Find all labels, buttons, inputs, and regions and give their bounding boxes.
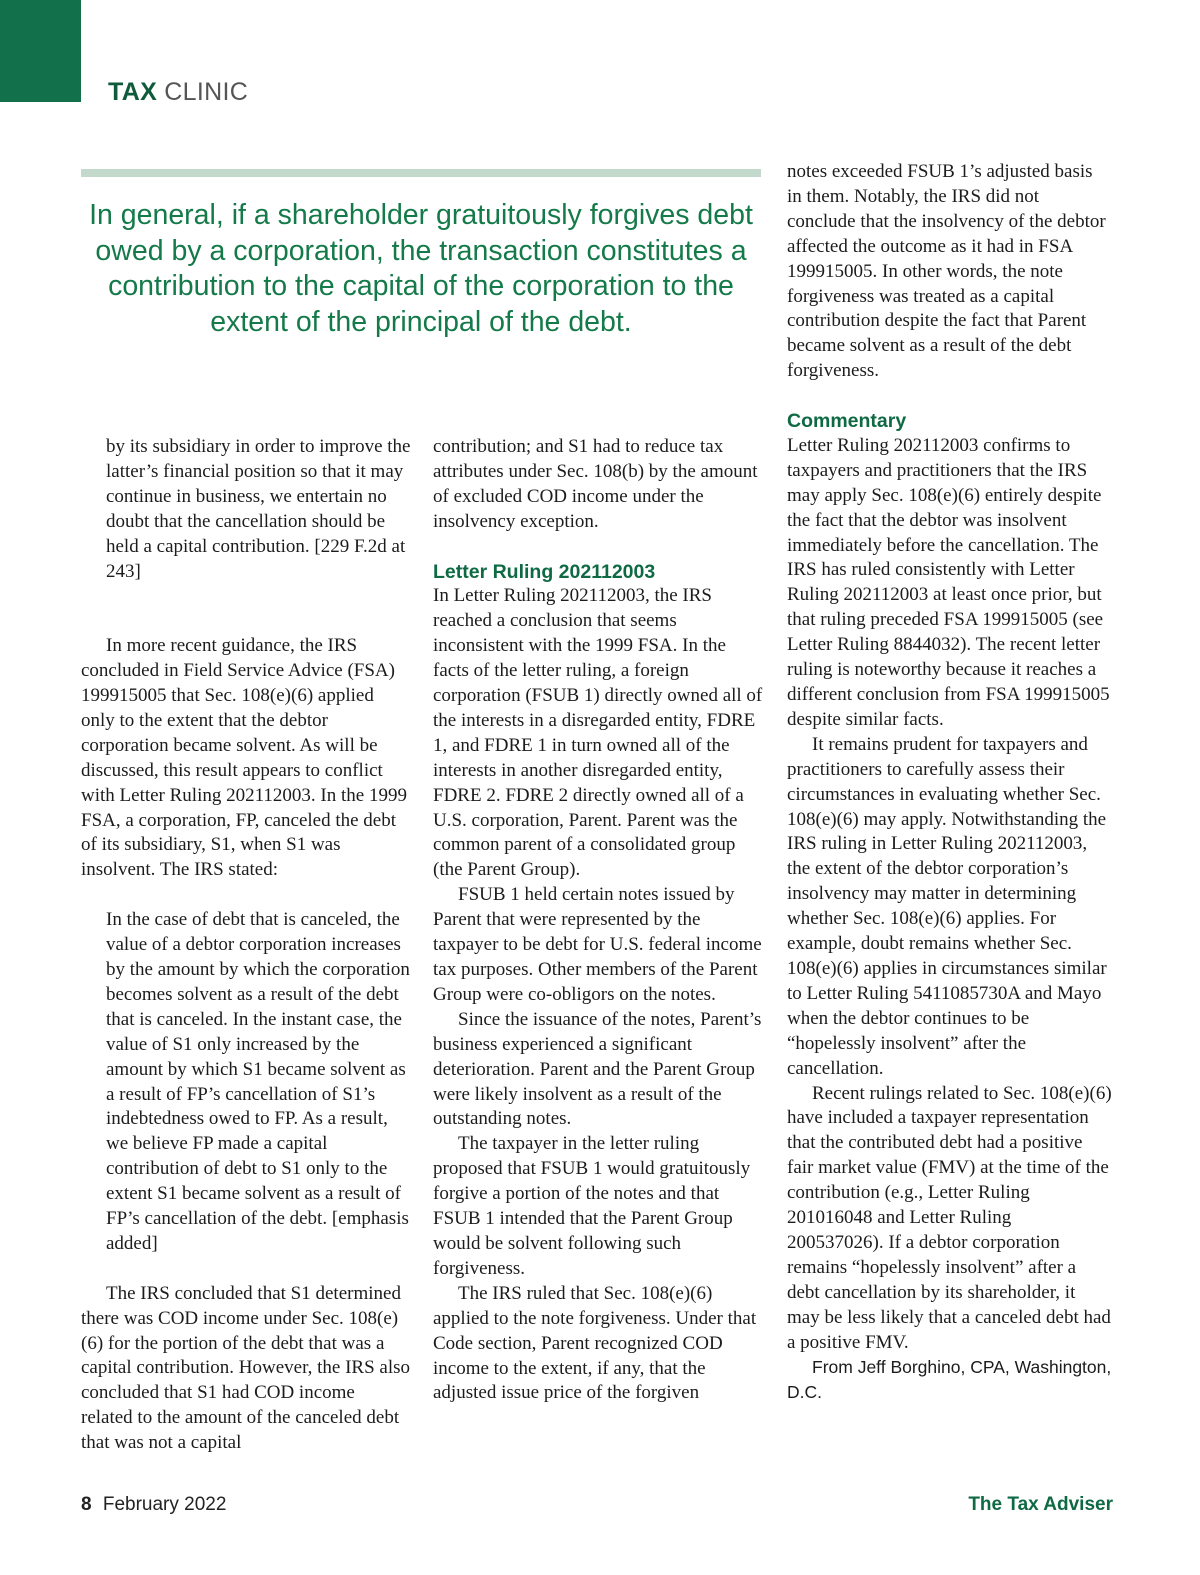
footer-page-info: [81, 1494, 226, 1516]
journal-name: The Tax Adviser: [968, 1494, 1113, 1515]
paragraph: It remains prudent for taxpayers and practitioners to carefully assess their circumstances in evaluating whether Sec. 108(e)(6) may apply. Notwithstanding the IRS ruling in Letter Ruling 202112003, the extent of the debtor corporation’s insolvency may matter in determining whether Sec. 108(e)(6) applies. For example, doubt remains whether Sec. 108(e)(6) applies in circumstances similar to Letter Ruling 5411085730A and Mayo when the debtor continues to be “hopelessly insolvent” after the cancellation.: [787, 733, 1107, 1079]
column-1: [81, 435, 411, 1456]
paragraph: In Letter Ruling 202112003, the IRS reached a conclusion that seems inconsistent with the 1999 FSA. In the facts of the letter ruling, a foreign corporation (FSUB 1) directly owned all of the interests in a disregarded entity, FDRE 1, and FDRE 1 in turn owned all of the interests in another disregarded entity, FDRE 2. FDRE 2 directly owned all of a U.S. corporation, Parent. Parent was the common parent of a consolidated group (the Parent Group).: [433, 585, 763, 881]
paragraph: Letter Ruling 202112003 confirms to taxpayers and practitioners that the IRS may apply Sec. 108(e)(6) entirely despite the fact that the debtor was insolvent immediately before the cancellation. The IRS has ruled consistently with Letter Ruling 202112003 at least once prior, but that ruling preceded FSA 199915005 (see Letter Ruling 8844032). The recent letter ruling is noteworthy because it reaches a different conclusion from FSA 199915005 despite similar facts.: [787, 434, 1110, 730]
heading-commentary: Commentary: [787, 410, 907, 433]
block-quote: In the case of debt that is canceled, the value of a debtor corporation increases by the amount by which the corporation becomes solvent as a result of the debt that is canceled. In the instant case, the value of S1 only increased by the amount by which S1 became solvent as a result of FP’s cancellation of S1’s indebtedness owed to FP. As a result, we believe FP made a capital contribution of debt to S1 only to the extent S1 became solvent as a result of FP’s cancellation of the debt. [emphasis added]: [106, 909, 410, 1254]
column-2: [433, 435, 763, 1406]
column-3: [787, 160, 1112, 1405]
section-tab-marker: [0, 0, 81, 102]
paragraph: The IRS ruled that Sec. 108(e)(6) applied to the note forgiveness. Under that Code section, Parent recognized COD income to the extent, if any, that the adjusted issue price of the forgiven: [433, 1282, 757, 1404]
author-byline: From Jeff Borghino, CPA, Washington, D.C.: [787, 1357, 1112, 1403]
section-header-bold: TAX: [108, 78, 158, 106]
section-header: [108, 78, 248, 107]
paragraph: Recent rulings related to Sec. 108(e)(6) have included a taxpayer representation that the contributed debt had a positive fair market value (FMV) at the time of the contribution (e.g., Letter Ruling 201016048 and Letter Ruling 200537026). If a debtor corporation remains “hopelessly insolvent” after a debt cancellation by its shareholder, it may be less likely that a canceled debt had a positive FMV.: [787, 1082, 1112, 1353]
page-number: 8: [81, 1494, 92, 1515]
heading-letter-ruling: Letter Ruling 202112003: [433, 560, 656, 583]
paragraph: The IRS concluded that S1 determined there was COD income under Sec. 108(e)(6) for the portion of the debt that was a capital contribution. However, the IRS also concluded that S1 had COD income related to the amount of the canceled debt that was not a capital: [81, 1282, 411, 1454]
pull-quote-rule: [81, 169, 761, 177]
section-header-light: CLINIC: [164, 78, 249, 106]
pull-quote: In general, if a shareholder gratuitously forgives debt owed by a corporation, the transaction constitutes a contribution to the capital of the corporation to the extent of the principal of the debt.: [89, 199, 753, 338]
paragraph: The taxpayer in the letter ruling proposed that FSUB 1 would gratuitously forgive a portion of the notes and that FSUB 1 intended that the Parent Group would be solvent following such forgiveness.: [433, 1133, 751, 1279]
paragraph: Since the issuance of the notes, Parent’s business experienced a significant deterioration. Parent and the Parent Group were likely insolvent as a result of the outstanding notes.: [433, 1008, 762, 1130]
paragraph: contribution; and S1 had to reduce tax attributes under Sec. 108(b) by the amount of excluded COD income under the insolvency exception.: [433, 436, 758, 532]
paragraph: In more recent guidance, the IRS concluded in Field Service Advice (FSA) 199915005 that Sec. 108(e)(6) applied only to the extent that the debtor corporation became solvent. As will be discussed, this result appears to conflict with Letter Ruling 202112003. In the 1999 FSA, a corporation, FP, canceled the debt of its subsidiary, S1, when S1 was insolvent. The IRS stated:: [81, 635, 407, 881]
paragraph: notes exceeded FSUB 1’s adjusted basis in them. Notably, the IRS did not conclude that the insolvency of the debtor affected the outcome as it had in FSA 199915005. In other words, the note forgiveness was treated as a capital contribution despite the fact that Parent became solvent as a result of the debt forgiveness.: [787, 161, 1106, 382]
issue-date: February 2022: [102, 1494, 227, 1515]
paragraph: FSUB 1 held certain notes issued by Parent that were represented by the taxpayer to be debt for U.S. federal income tax purposes. Other members of the Parent Group were co-obligors on the notes.: [433, 884, 762, 1005]
quote-continuation: by its subsidiary in order to improve the latter’s financial position so that it may continue in business, we entertain no doubt that the cancellation should be held a capital contribution. [229 F.2d at 243]: [106, 436, 411, 582]
